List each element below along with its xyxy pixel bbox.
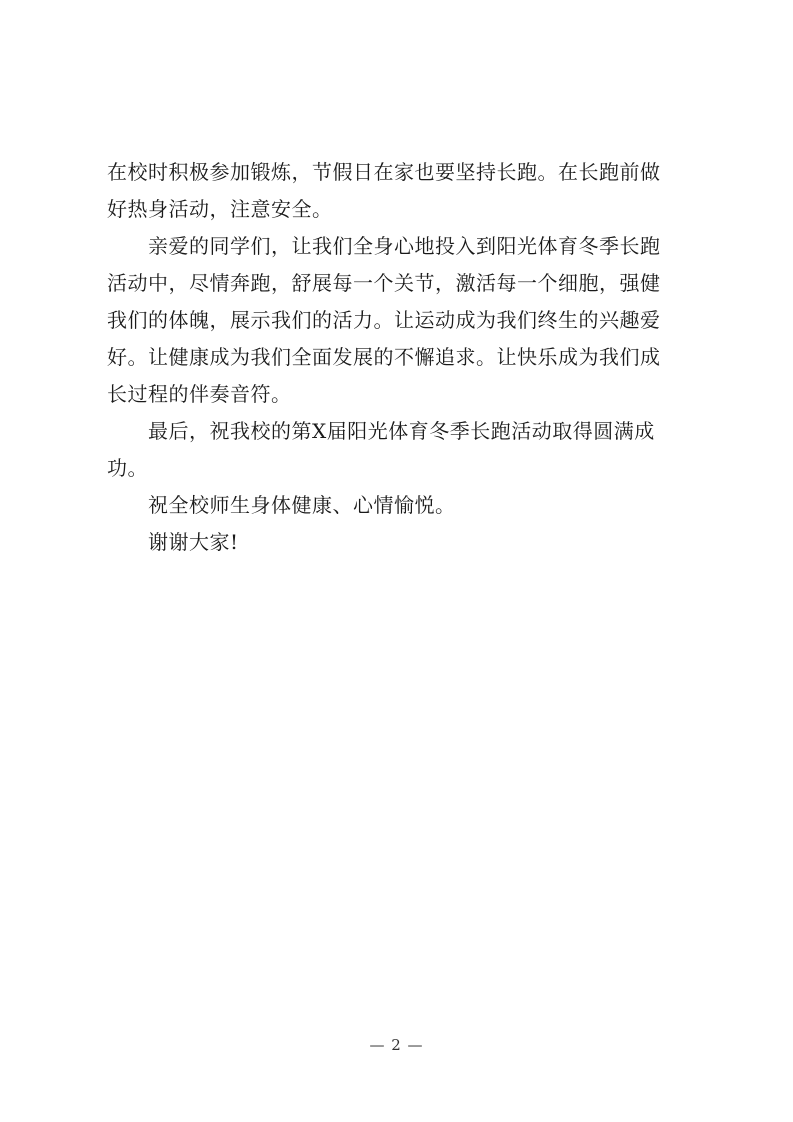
paragraph-4 — [107, 487, 687, 524]
paragraph-line: 活动中，尽情奔跑，舒展每一个关节，激活每一个细胞，强健 — [107, 271, 661, 295]
paragraph-line: 功。 — [107, 456, 148, 480]
paragraph-line: 好。让健康成为我们全面发展的不懈追求。让快乐成为我们成 — [107, 345, 661, 369]
document-body — [107, 154, 687, 561]
paragraph-line: 在校时积极参加锻炼，节假日在家也要坚持长跑。在长跑前做 — [107, 160, 661, 184]
paragraph-line: 谢谢大家! — [148, 530, 239, 554]
paragraph-line: 我们的体魄，展示我们的活力。让运动成为我们终生的兴趣爱 — [107, 308, 661, 332]
paragraph-line: 最后，祝我校的第X届阳光体育冬季长跑活动取得圆满成 — [148, 419, 655, 443]
paragraph-line: 祝全校师生身体健康、心情愉悦。 — [148, 493, 456, 517]
paragraph-3 — [107, 413, 687, 487]
paragraph-1 — [107, 154, 687, 228]
paragraph-line: 亲爱的同学们，让我们全身心地投入到阳光体育冬季长跑 — [148, 234, 661, 258]
paragraph-line: 长过程的伴奏音符。 — [107, 382, 292, 406]
paragraph-5 — [107, 524, 687, 561]
paragraph-line: 好热身活动，注意安全。 — [107, 197, 333, 221]
paragraph-2 — [107, 228, 687, 413]
page-number: — 2 — — [369, 1036, 424, 1054]
